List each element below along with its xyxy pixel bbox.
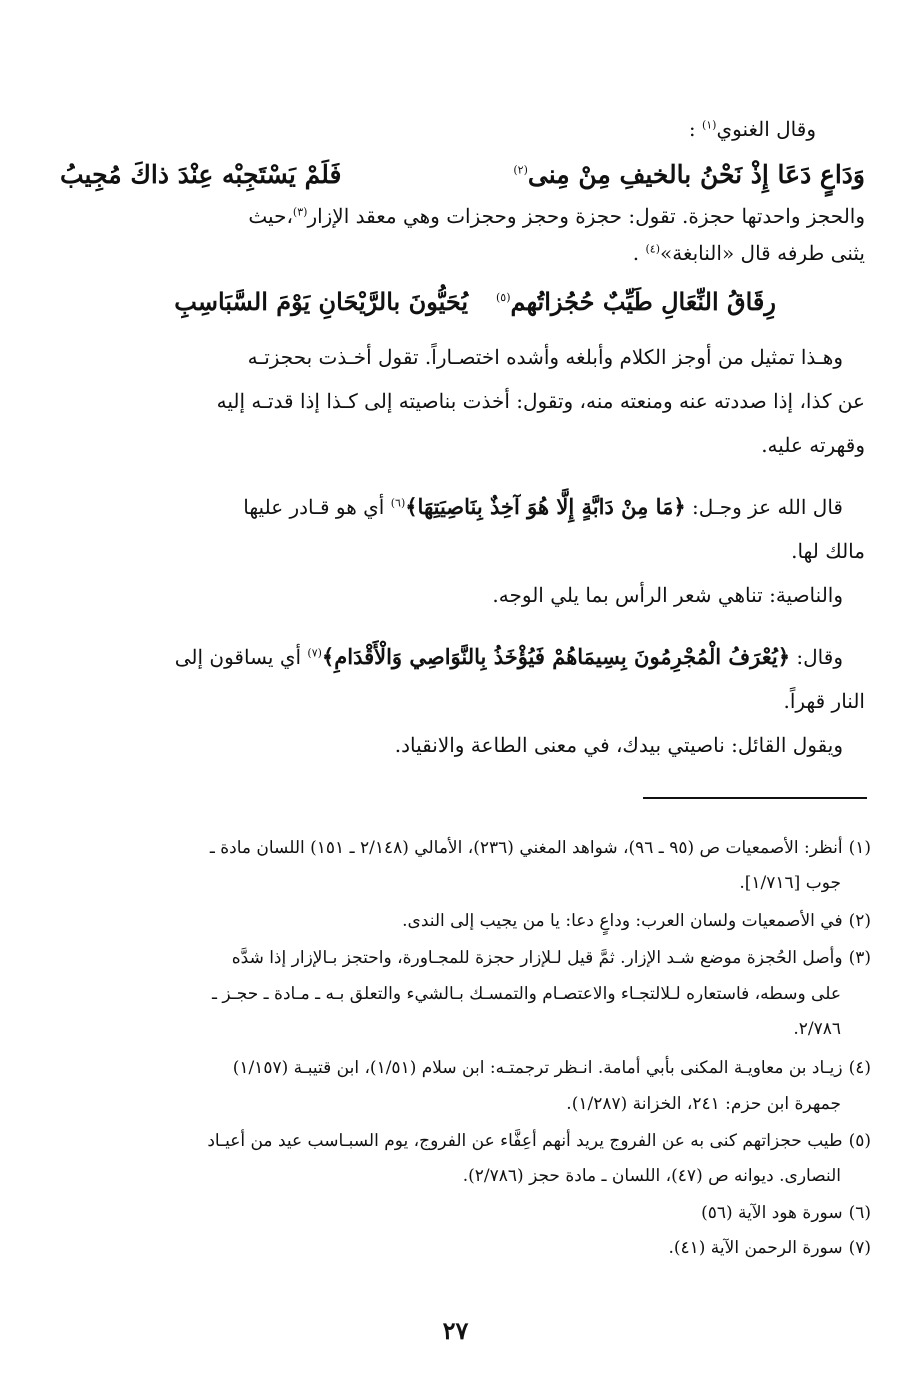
paragraph-1-line-1-text: والحجز واحدتها حجزة. تقول: حجزة وحجز وحجزات وهي معقد الإزار xyxy=(307,204,865,228)
footnote-4-line-2: جمهرة ابن حزم: ٢٤١، الخزانة (١/٢٨٧). xyxy=(566,1094,841,1114)
paragraph-1-line-1-end: ،حيث xyxy=(248,204,293,228)
footnote-separator xyxy=(643,797,867,799)
footnote-ref-4: (٤) xyxy=(645,242,660,256)
quran-verse-hud: ﴿مَا مِنْ دَابَّةٍ إِلَّا هُوَ آخِذٌ بِنَاصِيَتِهَا﴾ xyxy=(405,494,686,519)
footnote-5-line-2: النصارى. ديوانه ص (٤٧)، اللسان ـ مادة حجز (٢/٧٨٦). xyxy=(462,1166,841,1186)
paragraph-1-line-2 xyxy=(44,236,865,270)
footnote-7-number: (٧) xyxy=(848,1238,871,1258)
footnote-1-line-2: جوب [١/٧١٦]. xyxy=(739,873,841,893)
footnote-4-line-1 xyxy=(40,1054,871,1082)
footnote-4-text: زيـاد بن معاويـة المكنى بأبي أمامة. انـظر ترجمتـه: ابن سلام (١/٥١)، ابن قتيبـة (١/١٥٧) xyxy=(232,1058,843,1078)
paragraph-3-line-1 xyxy=(44,490,843,524)
verse-1-first-half xyxy=(513,160,865,189)
footnote-3-text: وأصل الحُجزة موضع شـد الإزار. ثمَّ قيل لـلإزار حجزة للمجـاورة، واحتجز بـالإزار إذا شدَّه xyxy=(231,948,843,968)
paragraph-3-line-2: مالك لها. xyxy=(791,539,865,563)
verse-1-first-half-text: وَدَاعٍ دَعَا إِذْ نَحْنُ بالخيفِ مِنْ مِنى xyxy=(527,159,865,189)
footnote-5-line-1 xyxy=(40,1127,871,1155)
paragraph-5-line-2: النار قهراً. xyxy=(783,689,865,713)
footnote-ref-1: (١) xyxy=(701,118,717,132)
footnote-2-number: (٢) xyxy=(848,911,871,931)
paragraph-5-suffix: أي يساقون إلى xyxy=(174,645,302,669)
footnote-ref-2: (٢) xyxy=(513,163,528,177)
footnote-ref-6: (٦) xyxy=(390,496,406,510)
paragraph-6: ويقول القائل: ناصيتي بيدك، في معنى الطاعة والانقياد. xyxy=(394,733,843,757)
footnote-1-number: (١) xyxy=(848,838,871,858)
footnote-3-number: (٣) xyxy=(848,948,871,968)
verse-1-second-half: فَلَمْ يَسْتَجِبْه عِنْدَ ذاكَ مُجِيبُ xyxy=(60,159,342,189)
paragraph-1-line-1 xyxy=(44,199,865,233)
paragraph-5-prefix: وقال: xyxy=(796,645,843,669)
footnote-3-line-2: على وسطه، فاستعاره لـلالتجـاء والاعتصـام والتمسـك بـالشيء والتعلق بـه ـ مـادة ـ حجـز ـ xyxy=(212,984,841,1004)
intro-line xyxy=(48,112,816,146)
intro-text: وقال الغنوي xyxy=(716,117,816,141)
paragraph-3-prefix: قال الله عز وجـل: xyxy=(692,495,843,519)
verse-2-first-half xyxy=(496,278,776,326)
footnote-5-text: طيب حجزاتهم كنى به عن الفروج يريد أنهم أعِفَّاء عن الفروج، يوم السبـاسب عيد من أعيـاد xyxy=(207,1131,843,1151)
quran-verse-rahman: ﴿يُعْرَفُ الْمُجْرِمُونَ بِسِيمَاهُمْ فَيُؤْخَذُ بِالنَّوَاصِي وَالْأَقْدَامِ﴾ xyxy=(321,644,791,669)
verse-2-second-half: يُحَيُّونَ بالرَّيْحَانِ يَوْمَ السَّبَاسِبِ xyxy=(174,287,468,316)
footnote-3-line-3: ٢/٧٨٦. xyxy=(793,1019,841,1039)
footnote-ref-3: (٣) xyxy=(292,205,308,219)
footnote-6-text: سورة هود الآية (٥٦) xyxy=(701,1203,843,1223)
intro-colon: : xyxy=(688,117,696,141)
footnote-1-text: أنظر: الأصمعيات ص (٩٥ ـ ٩٦)، شواهد المغني (٢٣٦)، الأمالي (٢/١٤٨ ـ ١٥١) اللسان مادة ـ xyxy=(209,838,843,858)
footnote-5-number: (٥) xyxy=(848,1131,871,1151)
paragraph-2-line-2: عن كذا، إذا صددته عنه ومنعته منه، وتقول: أخذت بناصيته إلى كـذا إذا قدتـه إليه xyxy=(216,389,865,413)
footnote-ref-5: (٥) xyxy=(496,291,511,304)
footnote-7 xyxy=(40,1234,871,1262)
paragraph-2-line-1: وهـذا تمثيل من أوجز الكلام وأبلغه وأشده اختصـاراً. تقول أخـذت بحجزتـه xyxy=(247,345,843,369)
footnote-6 xyxy=(40,1199,871,1227)
page-number: ٢٧ xyxy=(442,1316,469,1345)
verse-2 xyxy=(125,278,776,326)
verse-1 xyxy=(60,150,865,198)
footnote-7-text: سورة الرحمن الآية (٤١). xyxy=(668,1238,843,1258)
footnote-2-text: في الأصمعيات ولسان العرب: وداعٍ دعا: يا من يجيب إلى الندى. xyxy=(402,911,843,931)
footnote-ref-7: (٧) xyxy=(307,646,322,660)
paragraph-5-line-1 xyxy=(44,640,843,674)
footnote-3-line-1 xyxy=(40,944,871,972)
paragraph-1-line-2-end: . xyxy=(632,241,640,265)
paragraph-4: والناصية: تناهي شعر الرأس بما يلي الوجه. xyxy=(492,583,843,607)
paragraph-1-line-2-text: يثنى طرفه قال «النابغة» xyxy=(660,241,865,265)
paragraph-2-line-3: وقهرته عليه. xyxy=(761,433,865,457)
verse-2-first-half-text: رِقَاقُ النِّعَالِ طَيِّبٌ حُجُزاتُهم xyxy=(510,287,776,316)
footnote-1-line-1 xyxy=(40,834,871,862)
footnote-6-number: (٦) xyxy=(848,1203,871,1223)
footnote-4-number: (٤) xyxy=(848,1058,871,1078)
footnote-2-line-1 xyxy=(40,907,871,935)
paragraph-3-suffix: أي هو قـادر عليها xyxy=(243,495,385,519)
